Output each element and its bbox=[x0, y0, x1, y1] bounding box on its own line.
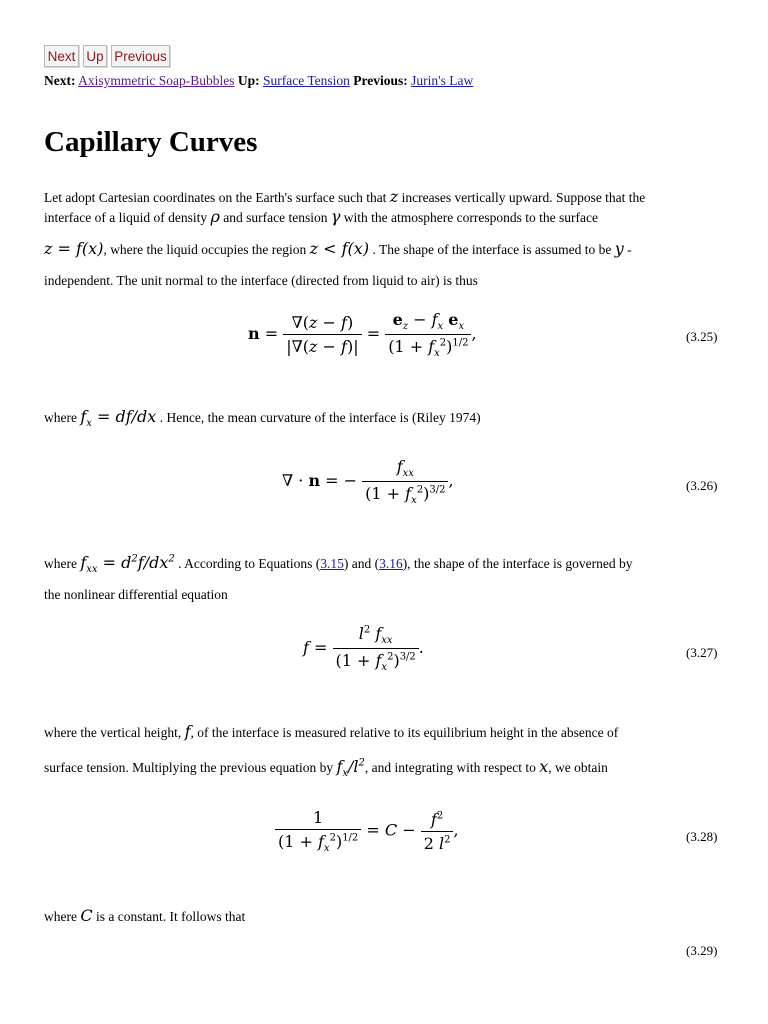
paragraph-line: the nonlinear differential equation bbox=[44, 587, 228, 602]
paragraph-line: where $f_{xx} = d^2f/dx^2$ . According to Equations (3.15) and (3.16), the shape of the interface is governed by bbox=[44, 553, 633, 576]
math-z: z bbox=[389, 187, 399, 206]
math-fx-def: $f_x = df/dx$ bbox=[80, 407, 157, 430]
next-link[interactable]: Axisymmetric Soap-Bubbles bbox=[78, 73, 235, 88]
math-C: C bbox=[80, 906, 93, 925]
equation-link-3-16[interactable]: 3.16 bbox=[379, 556, 403, 571]
previous-link[interactable]: Jurin's Law bbox=[411, 73, 474, 88]
math-fxx-def: $f_{xx} = d^2f/dx^2$ bbox=[80, 553, 175, 576]
paragraph-line: where $f_x = df/dx$ . Hence, the mean curvature of the interface is (Riley 1974) bbox=[44, 407, 481, 430]
math-fx-over-l2: $f_x/l^2$ bbox=[336, 757, 365, 780]
paragraph-line: surface tension. Multiplying the previous equation by $f_x/l^2$, and integrating with respect to x, we obtain bbox=[44, 757, 608, 780]
math-gamma: γ bbox=[330, 207, 341, 226]
up-link[interactable]: Surface Tension bbox=[263, 73, 350, 88]
previous-button[interactable]: Previous bbox=[111, 45, 170, 67]
next-button[interactable]: Next bbox=[44, 45, 79, 67]
equation-number: (3.28) bbox=[686, 829, 718, 844]
paragraph-line: where the vertical height, f, of the interface is measured relative to its equilibrium height in the absence of bbox=[44, 722, 619, 741]
equation-number: (3.25) bbox=[686, 329, 718, 344]
paragraph-line: independent. The unit normal to the interface (directed from liquid to air) is thus bbox=[44, 273, 478, 288]
equation-3-26: ∇ · n = − $\frac{f_{xx}}{(1 + f_x^2)^{3/2}}$ , bbox=[282, 457, 454, 507]
up-button[interactable]: Up bbox=[83, 45, 107, 67]
math-z-eq-fx: z = f(x) bbox=[44, 239, 104, 258]
equation-number: (3.26) bbox=[686, 478, 718, 493]
equation-link-3-15[interactable]: 3.15 bbox=[320, 556, 344, 571]
math-y: y bbox=[614, 239, 624, 258]
paragraph-line: Let adopt Cartesian coordinates on the Earth's surface such that z increases vertically upward. Suppose that the bbox=[44, 187, 646, 206]
equation-3-27: f = $\frac{l^2 f_{xx}}{(1 + f_x^2)^{3/2}}$ . bbox=[303, 624, 424, 674]
equation-number: (3.29) bbox=[686, 943, 718, 958]
previous-label: Previous: bbox=[353, 73, 408, 88]
math-rho: ρ bbox=[210, 207, 220, 226]
paragraph-line: where C is a constant. It follows that bbox=[44, 906, 246, 925]
math-z-lt-fx: z < f(x) bbox=[309, 239, 370, 258]
equation-number: (3.27) bbox=[686, 645, 718, 660]
math-x: x bbox=[539, 757, 549, 776]
page-title: Capillary Curves bbox=[44, 126, 258, 158]
up-label: Up: bbox=[237, 73, 260, 88]
navigation-links bbox=[44, 73, 473, 89]
paragraph-line: interface of a liquid of density ρ and surface tension γ with the atmosphere corresponds to the surface bbox=[44, 207, 598, 226]
equation-3-28: $\frac{1}{(1 + f_x^2)^{1/2}}$ = C − $\frac{f^2}{2 l^2}$ , bbox=[275, 808, 459, 854]
next-label: Next: bbox=[44, 73, 76, 88]
equation-3-25: n = $\frac{\nabla(z - f)}{|\nabla(z - f)|}$ = $\frac{e_z - f_x e_x}{(1 + f_x^2)^{1/2}}$ , bbox=[248, 310, 477, 360]
math-f: f bbox=[184, 722, 191, 741]
paragraph-line: z = f(x), where the liquid occupies the region z < f(x) . The shape of the interface is assumed to be y - bbox=[44, 239, 632, 258]
